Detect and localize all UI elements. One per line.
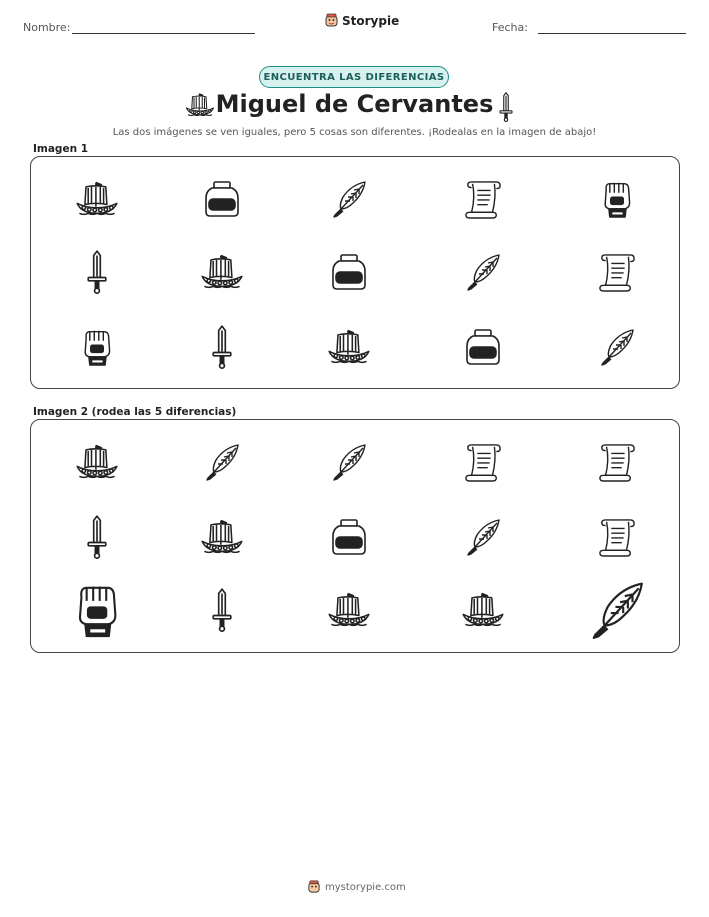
sword-icon: [86, 250, 108, 294]
footer-url: mystorypie.com: [325, 881, 406, 893]
storypie-mascot-icon: [307, 880, 321, 894]
footer: [307, 880, 406, 894]
date-field[interactable]: [538, 33, 686, 34]
gauntlet-icon: [79, 327, 115, 367]
sword-icon: [211, 325, 233, 369]
brand-logo: [324, 13, 399, 28]
scroll-icon[interactable]: [464, 441, 502, 483]
ship-icon[interactable]: [327, 591, 371, 629]
ship-icon[interactable]: [200, 518, 244, 556]
ship-icon: [327, 328, 371, 366]
name-label: Nombre:: [23, 21, 71, 34]
image2-label: Imagen 2 (rodea las 5 diferencias): [33, 406, 237, 418]
quill-icon[interactable]: [586, 579, 648, 641]
instructions: Las dos imágenes se ven iguales, pero 5 cosas son diferentes. ¡Rodealas en la imagen de abajo!: [112, 127, 597, 138]
scroll-icon: [598, 251, 636, 293]
scroll-icon[interactable]: [598, 516, 636, 558]
gauntlet-icon: [599, 179, 635, 219]
ink-bottle-icon: [463, 327, 503, 367]
ink-bottle-icon: [329, 252, 369, 292]
page-title: Miguel de Cervantes: [215, 90, 494, 118]
quill-icon: [597, 327, 637, 367]
scroll-icon: [464, 178, 502, 220]
sword-icon[interactable]: [86, 515, 108, 559]
sword-icon[interactable]: [211, 588, 233, 632]
ink-bottle-icon[interactable]: [329, 517, 369, 557]
ink-bottle-icon: [202, 179, 242, 219]
storypie-mascot-icon: [324, 13, 339, 28]
image1-label: Imagen 1: [33, 143, 89, 155]
brand-name: Storypie: [342, 13, 400, 28]
image2-panel[interactable]: [30, 419, 680, 653]
image1-panel: [30, 156, 680, 389]
scroll-icon[interactable]: [598, 441, 636, 483]
ship-icon[interactable]: [75, 443, 119, 481]
activity-badge: ENCUENTRA LAS DIFERENCIAS: [259, 66, 449, 88]
gauntlet-icon[interactable]: [71, 581, 123, 639]
ship-icon[interactable]: [461, 591, 505, 629]
quill-icon: [463, 252, 503, 292]
date-label: Fecha:: [492, 21, 528, 34]
ship-icon: [200, 253, 244, 291]
ship-icon: [75, 180, 119, 218]
quill-icon[interactable]: [202, 442, 242, 482]
sword-icon: [498, 92, 514, 127]
name-field[interactable]: [72, 33, 255, 34]
quill-icon[interactable]: [329, 442, 369, 482]
quill-icon[interactable]: [463, 517, 503, 557]
quill-icon: [329, 179, 369, 219]
